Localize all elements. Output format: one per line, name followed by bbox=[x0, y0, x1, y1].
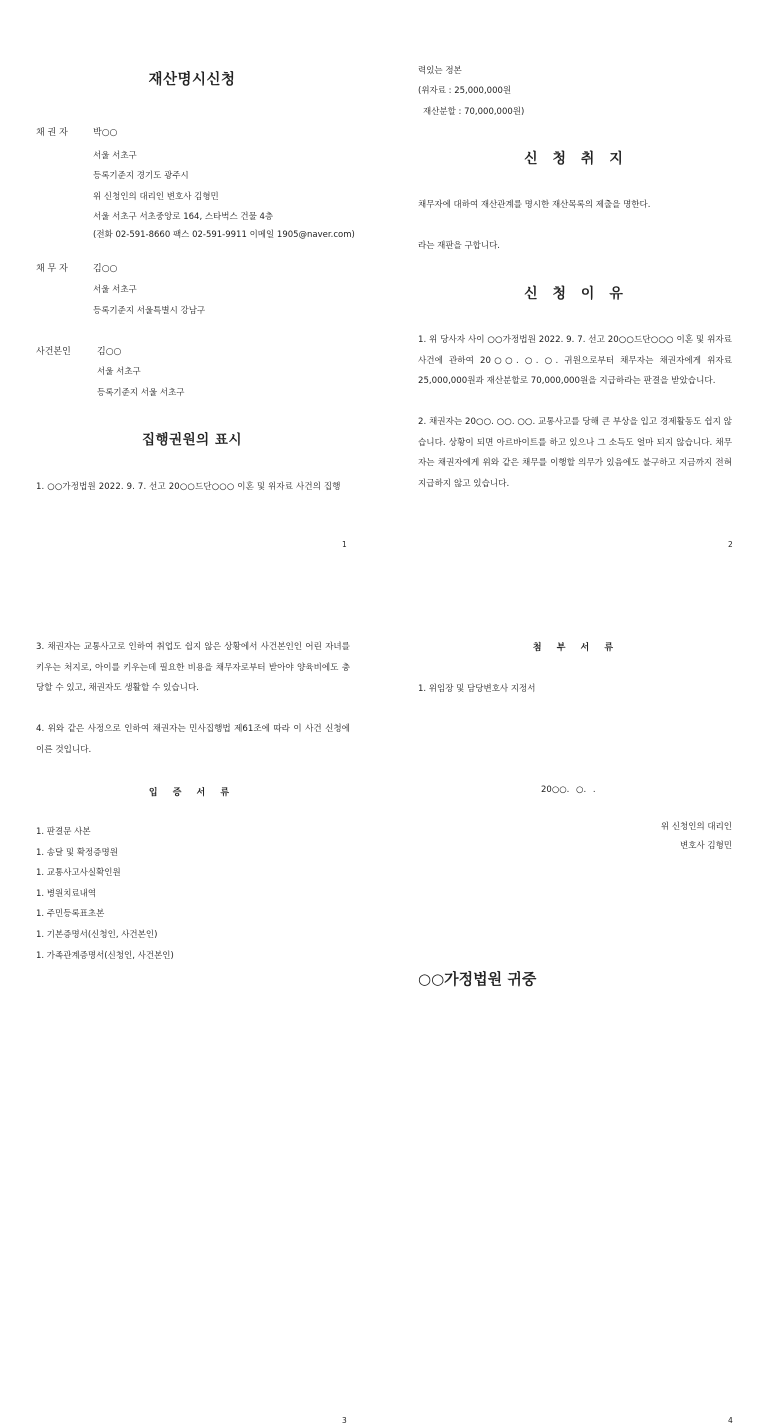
evidence-item: 1. 병원치료내역 bbox=[36, 889, 97, 899]
filing-date: 20○○. ○. . bbox=[541, 785, 596, 795]
signer-line-1: 위 신청인의 대리인 bbox=[660, 822, 732, 832]
page-number: 3 bbox=[342, 1416, 347, 1425]
debtor-address: 서울 서초구 bbox=[93, 285, 137, 295]
principal-name: 김○○ bbox=[97, 347, 122, 357]
agent-address: 서울 서초구 서초중앙로 164, 스타벅스 건물 4층 bbox=[93, 212, 274, 222]
document-page-3 bbox=[0, 576, 384, 1425]
document-page-4 bbox=[384, 576, 768, 1425]
property-division-amount: 재산분할 : 70,000,000원) bbox=[423, 107, 525, 117]
page-number: 1 bbox=[342, 540, 347, 549]
reason-paragraph-1: 1. 위 당사자 사이 ○○가정법원 2022. 9. 7. 선고 20○○드단○○○ 이혼 및 위자료 사건에 관하여 20○○. ○. ○. 귀원으로부터 채무자는 채권자에게 위자료 25,000,000원과 재산분할로 70,000,000원을 지급하라는 판결을 받았습니다. bbox=[418, 335, 732, 386]
principal-address: 서울 서초구 bbox=[97, 367, 141, 377]
signer-line-2: 변호사 김형민 bbox=[680, 841, 732, 851]
debtor-registered: 등록기준지 서울특별시 강남구 bbox=[93, 306, 206, 316]
enforcement-title-heading: 집행권원의 표시 bbox=[142, 432, 242, 448]
agent-contact: (전화 02-591-8660 팩스 02-591-9911 이메일 1905@naver.com) bbox=[93, 230, 355, 240]
evidence-item: 1. 교통사고사실확인원 bbox=[36, 868, 121, 878]
reason-heading: 신 청 이 유 bbox=[524, 286, 628, 302]
evidence-item: 1. 가족관계증명서(신청인, 사건본인) bbox=[36, 951, 174, 961]
reason-paragraph-2: 2. 채권자는 20○○. ○○. ○○. 교통사고를 당해 큰 부상을 입고 경제활동도 쉽지 않습니다. 상황이 되면 아르바이트를 하고 있으나 그 소득도 얼마 되지 않습니다. 채무자는 채권자에게 위와 같은 채무를 이행할 의무가 있음에도 불구하고 지금까지 전혀 지급하지 않고 있습니다. bbox=[418, 417, 732, 489]
principal-registered: 등록기준지 서울 서초구 bbox=[97, 388, 185, 398]
debtor-name: 김○○ bbox=[93, 264, 118, 274]
document-page-1 bbox=[0, 0, 384, 576]
purpose-closing: 라는 재판을 구합니다. bbox=[418, 241, 501, 251]
evidence-item: 1. 송달 및 확정증명원 bbox=[36, 848, 118, 858]
creditor-label: 채 권 자 bbox=[36, 128, 68, 138]
document-page-2 bbox=[384, 0, 768, 576]
evidence-heading: 입 증 서 류 bbox=[148, 788, 236, 798]
creditor-registered: 등록기준지 경기도 광주시 bbox=[93, 171, 189, 181]
evidence-item: 1. 기본증명서(신청인, 사건본인) bbox=[36, 930, 158, 940]
enforcement-item-1: 1. ○○가정법원 2022. 9. 7. 선고 20○○드단○○○ 이혼 및 위자료 사건의 집행 bbox=[36, 482, 341, 492]
creditor-address: 서울 서초구 bbox=[93, 151, 137, 161]
reason-paragraph-3: 3. 채권자는 교통사고로 인하여 취업도 쉽지 않은 상황에서 사건본인인 어린 자녀를 키우는 처지로, 아이를 키우는데 필요한 비용을 채무자로부터 받아야 양육비에도 충당할 수 있고, 채권자도 생활할 수 있습니다. bbox=[36, 642, 350, 693]
agent-intro: 위 신청인의 대리인 변호사 김형민 bbox=[93, 192, 219, 202]
principal-label: 사건본인 bbox=[36, 347, 71, 357]
page-number: 4 bbox=[728, 1416, 733, 1425]
consolation-amount: (위자료 : 25,000,000원 bbox=[418, 86, 512, 96]
court-addressee: ○○가정법원 귀중 bbox=[418, 970, 537, 988]
reason-paragraph-4: 4. 위와 같은 사정으로 인하여 채권자는 민사집행법 제61조에 따라 이 사건 신청에 이른 것입니다. bbox=[36, 724, 350, 755]
purpose-text: 채무자에 대하여 재산관계를 명시한 재산목록의 제출을 명한다. bbox=[418, 200, 651, 210]
attachments-heading: 첨 부 서 류 bbox=[532, 643, 620, 653]
page-number: 2 bbox=[728, 540, 733, 549]
continued-line: 력있는 정본 bbox=[418, 66, 462, 76]
evidence-item: 1. 판결문 사본 bbox=[36, 827, 91, 837]
creditor-name: 박○○ bbox=[93, 128, 118, 138]
attachment-item: 1. 위임장 및 담당변호사 지정서 bbox=[418, 684, 536, 694]
document-title: 재산명시신청 bbox=[148, 72, 236, 88]
debtor-label: 채 무 자 bbox=[36, 264, 68, 274]
evidence-item: 1. 주민등록표초본 bbox=[36, 909, 105, 919]
purpose-heading: 신 청 취 지 bbox=[524, 151, 628, 167]
